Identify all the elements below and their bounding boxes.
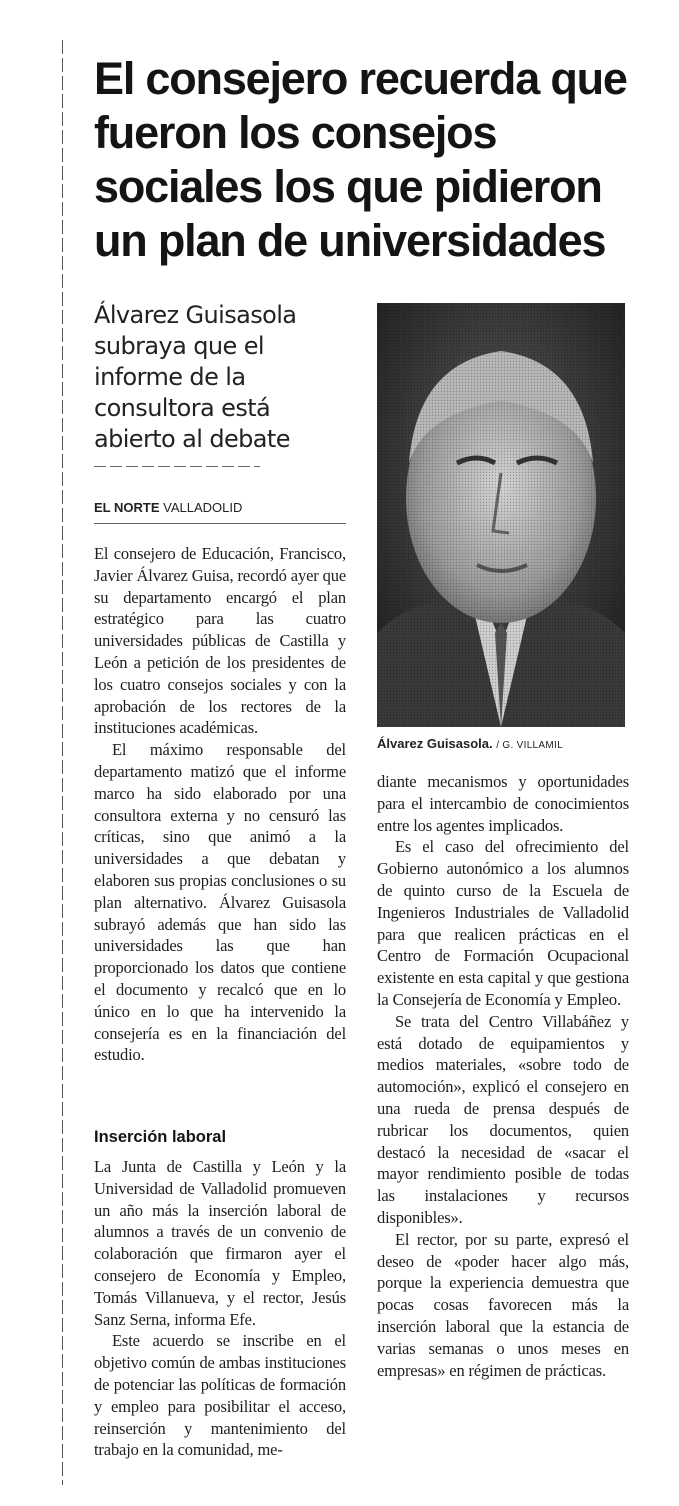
byline: [94, 500, 242, 515]
body-column-right: [377, 771, 629, 1381]
paragraph: Se trata del Centro Villabáñez y está dotado de equipamientos y medios materiales, «sobre todo de automoción», explicó el consejero en una rueda de prensa después de rubricar los documentos, quien destacó la necesidad de «sacar el mayor rendimiento posible de todas las instalaciones y recursos disponibles».: [377, 1011, 629, 1227]
photo-caption: [377, 736, 563, 751]
section-heading: Inserción laboral: [94, 1128, 227, 1146]
page-left-margin-rule: [62, 40, 63, 1485]
paragraph: Es el caso del ofrecimiento del Gobierno autonómico a los alumnos de quinto curso de la Escuela de Ingenieros Industriales de Valladolid para que realicen prácticas en el Centro de Formación Ocupacional existente en esta capital y que gestiona la Consejería de Economía y Empleo.: [377, 837, 629, 1009]
subhead-divider: [94, 466, 260, 467]
paragraph: El máximo responsable del departamento matizó que el informe marco ha sido elaborado por una consultora externa y no censuró las críticas, sino que animó a la universidades a que debatan y elaboren sus propias conclusiones o su plan alternativo. Álvarez Guisasola subrayó además que han sido las universidades las que han proporcionado los datos que contiene el documento y recalcó que en lo único en lo que ha intervenido la consejería es en la financiación del estudio.: [94, 740, 346, 1065]
paragraph: Este acuerdo se inscribe en el objetivo común de ambas instituciones de potenciar las políticas de formación y empleo para posibilitar el acceso, reinserción y mantenimiento del trabajo en la comunidad, me-: [94, 1331, 346, 1460]
paragraph: La Junta de Castilla y León y la Universidad de Valladolid promueven un año más la inserción laboral de alumnos a través de un convenio de colaboración que firmaron ayer el consejero de Economía y Empleo, Tomás Villanueva, y el rector, Jesús Sanz Serna, informa Efe.: [94, 1157, 346, 1329]
subheadline: Álvarez Guisasola subraya que el informe de la consultora está abierto al debate: [94, 301, 297, 453]
paragraph: El consejero de Educación, Francisco, Javier Álvarez Guisa, recordó ayer que su departamento encargó el plan estratégico para las cuatro universidades públicas de Castilla y León a petición de los presidentes de los cuatro consejos sociales y con la aprobación de los rectores de la instituciones académicas.: [94, 544, 346, 738]
body-column-left: [94, 543, 346, 1066]
portrait-photo: [377, 303, 625, 727]
byline-divider: [94, 523, 346, 524]
paragraph: El rector, por su parte, expresó el deseo de «poder hacer algo más, porque la experiencia demuestra que pocas cosas favorecen más la inserción laboral que la estancia de varias semanas o unos meses en empresas» en régimen de prácticas.: [377, 1229, 629, 1380]
byline-newspaper: EL NORTE: [94, 500, 160, 515]
headline: El consejero recuerda que fueron los consejos sociales los que pidieron un plan de universidades: [94, 53, 627, 266]
portrait-illustration: [377, 303, 625, 727]
caption-credit: / G. VILLAMIL: [496, 740, 563, 751]
body-column-left-section: [94, 1156, 346, 1461]
paragraph: diante mecanismos y oportunidades para el intercambio de conocimientos entre los agentes implicados.: [377, 772, 629, 835]
byline-city: VALLADOLID: [163, 500, 243, 515]
caption-name: Álvarez Guisasola.: [377, 736, 493, 751]
